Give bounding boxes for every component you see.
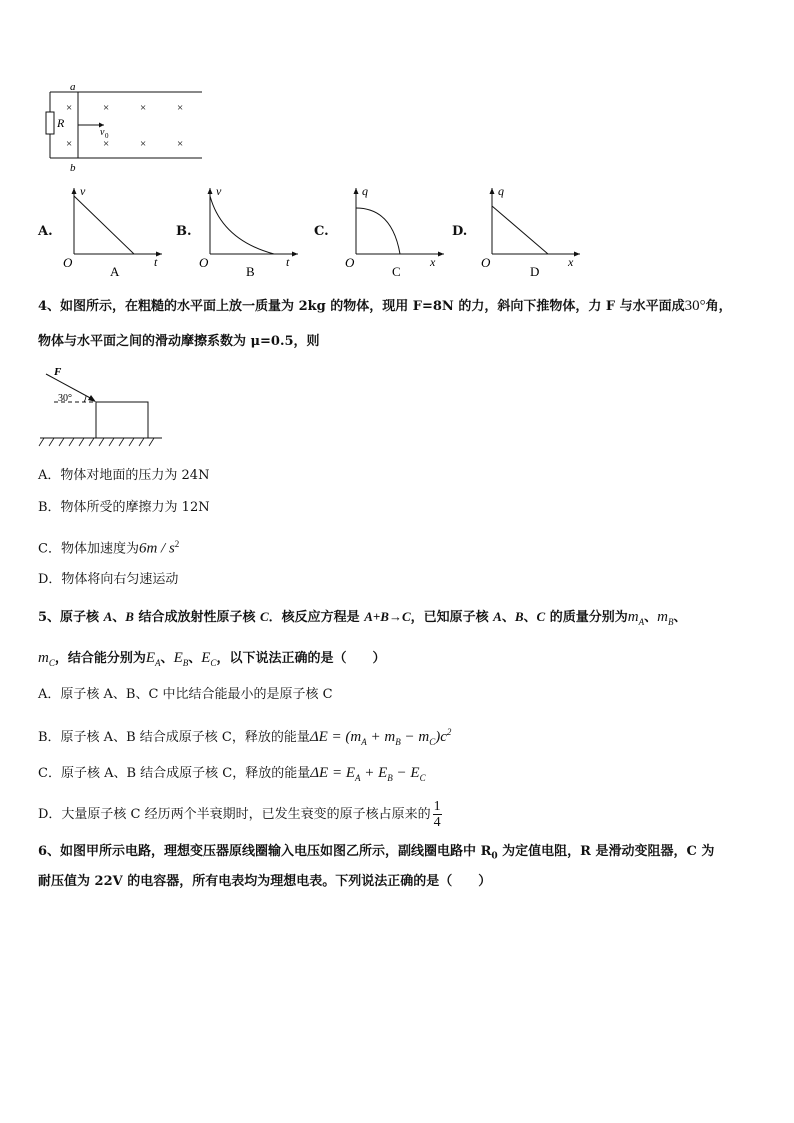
graph-letter-D: D.: [452, 224, 468, 239]
q5-stem-line2: [38, 648, 385, 673]
q6-sub: 0: [491, 851, 498, 862]
q5-var: C: [536, 609, 546, 624]
resistor: [46, 112, 54, 134]
graph-D-origin: O: [481, 255, 491, 270]
q4-option-B: B．物体所受的摩擦力为 12N: [38, 500, 210, 515]
graph-options: [0, 182, 794, 280]
q4-stem-angle: 30°: [684, 298, 706, 314]
q5-var: B: [125, 609, 134, 624]
label-R: R: [57, 116, 65, 130]
q5-energy-B: $E_B$: [173, 650, 189, 668]
field-mark: ×: [103, 138, 110, 150]
q5-option-A: A．原子核 A、B、C 中比结合能最小的是原子核 C: [38, 687, 333, 702]
graph-letter-C: C.: [314, 224, 329, 239]
q5-mass-A: $m_A$: [627, 609, 645, 627]
q4-option-D: D．物体将向右匀速运动: [38, 572, 179, 587]
q5-var: A: [103, 609, 113, 624]
graph-C-caption: C: [392, 264, 401, 279]
field-mark: ×: [140, 138, 147, 150]
q5-option-D-fraction: $\frac{1}{4}$: [433, 799, 441, 830]
q5-option-B: [38, 722, 451, 752]
graph-C-origin: O: [345, 255, 355, 270]
graph-D-caption: D: [530, 264, 540, 279]
graph-letter-A: A.: [38, 224, 53, 239]
field-mark: ×: [103, 102, 110, 114]
q4-option-C-value: 6m / s: [138, 540, 175, 557]
q5-sep: 、: [523, 610, 537, 625]
q6-stem-line2: 耐压值为 22V 的电容器，所有电表均为理想电表。下列说法正确的是（ ）: [38, 874, 492, 889]
q5-option-C-formula: $\Delta E = E_A + E_B - E_C$: [310, 765, 426, 783]
q5-var: B: [514, 609, 524, 624]
q5-sep: 、: [673, 610, 687, 625]
label-b: b: [70, 162, 76, 174]
q5-text: ，已知原子核: [410, 610, 494, 625]
q5-text: 5、原子核: [38, 610, 104, 625]
label-a: a: [70, 82, 76, 93]
graph-D: [478, 182, 588, 280]
q5-text: 的质量分别为: [545, 610, 628, 625]
graph-B-origin: O: [199, 255, 209, 270]
q4-option-C-sup: 2: [174, 539, 180, 549]
q5-mass-C: $m_C$: [38, 650, 55, 668]
angle-label: 30°: [58, 393, 72, 404]
q5-equation: A+B→C: [364, 609, 411, 624]
q5-option-D-text: D．大量原子核 C 经历两个半衰期时，已发生衰变的原子核占原来的: [38, 807, 431, 822]
q5-sep: 、: [160, 651, 174, 666]
q4-option-C: [38, 534, 179, 559]
q5-sep: 、: [112, 610, 126, 625]
q5-sep: 、: [501, 610, 515, 625]
incline-push-figure: [36, 364, 166, 448]
label-v0: v: [100, 127, 105, 138]
label-v0-sub: 0: [105, 132, 109, 140]
graph-letter-B: B.: [176, 224, 192, 239]
q5-stem-line1: [38, 607, 686, 632]
rail-circuit-figure: [40, 82, 210, 174]
q5-var: A: [493, 609, 502, 624]
graph-A-ylabel: v: [80, 184, 86, 198]
q6-text: 为定值电阻，R 是滑动变阻器，C 为: [497, 844, 715, 859]
field-mark: ×: [140, 102, 147, 114]
graph-A: [60, 182, 170, 280]
field-mark: ×: [177, 138, 184, 150]
graph-B-ylabel: v: [216, 184, 222, 198]
graph-C-xlabel: x: [430, 255, 436, 269]
q5-option-C-text: C．原子核 A、B 结合成原子核 C，释放的能量: [38, 766, 311, 781]
graph-A-caption: A: [110, 264, 120, 279]
q4-stem-text: 4、如图所示，在粗糙的水平面上放一质量为 2kg 的物体，现用 F=8N 的力，斜向下推物体，力 F 与水平面成: [38, 299, 685, 314]
q5-text: ，结合能分别为: [54, 651, 146, 666]
graph-C-ylabel: q: [362, 184, 368, 198]
q6-stem-line1: [38, 842, 714, 867]
q5-energy-C: $E_C$: [201, 650, 217, 668]
q4-stem-line1: [38, 296, 732, 317]
q4-stem-line2: 物体与水平面之间的滑动摩擦系数为 μ=0.5，则: [38, 334, 320, 349]
field-mark: ×: [177, 102, 184, 114]
graph-B-xlabel: t: [286, 255, 290, 269]
q4-option-C-text: C．物体加速度为: [38, 541, 139, 557]
q5-sep: 、: [644, 610, 658, 625]
q5-sep: 、: [188, 651, 202, 666]
field-mark: ×: [66, 102, 73, 114]
q5-text: ．核反应方程是: [268, 610, 365, 625]
q5-text: ，以下说法正确的是（ ）: [216, 651, 386, 666]
field-mark: ×: [66, 138, 73, 150]
graph-A-origin: O: [63, 255, 73, 270]
q5-text: 结合成放射性原子核: [133, 610, 260, 625]
q5-mass-B: $m_B$: [657, 609, 674, 627]
graph-D-xlabel: x: [568, 255, 574, 269]
force-label: F: [54, 366, 62, 378]
graph-D-ylabel: q: [498, 184, 504, 198]
graph-B: [196, 182, 306, 280]
graph-C: [342, 182, 452, 280]
graph-A-xlabel: t: [154, 255, 158, 269]
q5-energy-A: $E_A$: [145, 650, 161, 668]
q5-option-D: [38, 798, 442, 832]
q6-text: 6、如图甲所示电路，理想变压器原线圈输入电压如图乙所示，副线圈电路中 R: [38, 844, 492, 859]
q4-option-A: A．物体对地面的压力为 24N: [38, 468, 210, 483]
q4-stem-end: 角，: [705, 299, 732, 314]
graph-B-caption: B: [246, 264, 255, 279]
q5-option-B-text: B．原子核 A、B 结合成原子核 C，释放的能量: [38, 730, 310, 745]
q5-var: C: [260, 609, 269, 624]
q5-option-B-formula: $\Delta E = (m_A + m_B - m_C)c^2$: [309, 727, 452, 747]
q5-option-C: [38, 763, 426, 788]
block: [96, 402, 148, 438]
